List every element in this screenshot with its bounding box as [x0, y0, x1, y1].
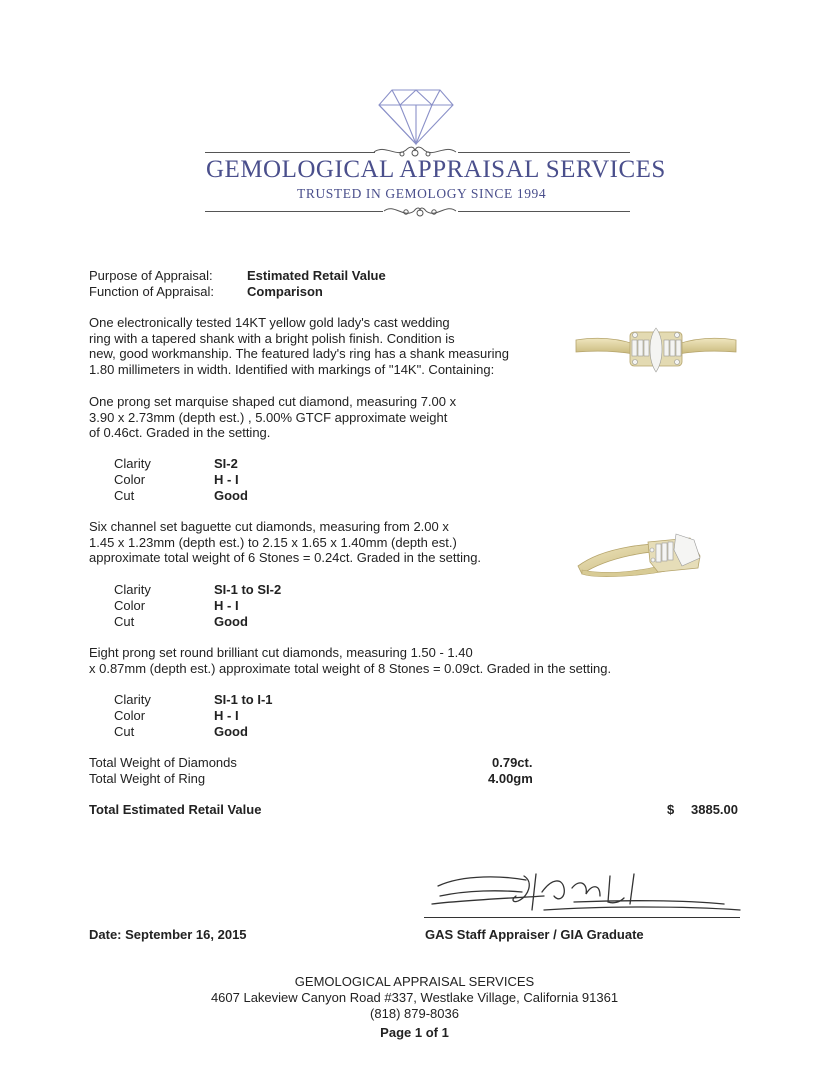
color-value: H - I — [214, 708, 239, 723]
color-label: Color — [114, 472, 146, 487]
stone-line: 1.45 x 1.23mm (depth est.) to 2.15 x 1.65 x 1.40mm (depth est.) — [89, 534, 457, 550]
color-label: Color — [114, 708, 146, 723]
ring-photo-side — [572, 520, 732, 582]
stone-line: One prong set marquise shaped cut diamond, measuring 7.00 x — [89, 394, 457, 409]
cut-value: Good — [214, 614, 248, 629]
total-ring-value: 4.00gm — [488, 771, 533, 786]
clarity-value: SI-2 — [214, 456, 238, 471]
color-value: H - I — [214, 598, 239, 613]
clarity-value: SI-1 to SI-2 — [214, 582, 282, 597]
logo-bottom-rule-right — [458, 211, 630, 212]
clarity-label: Clarity — [114, 692, 151, 707]
appraiser-signature — [424, 866, 744, 922]
stone-line: approximate total weight of 6 Stones = 0.24ct. Graded in the setting. — [89, 550, 482, 566]
ring-photo-top — [572, 318, 740, 380]
signature-line — [424, 917, 740, 918]
logo-tagline: TRUSTED IN GEMOLOGY SINCE 1994 — [297, 186, 547, 201]
total-ring-label: Total Weight of Ring — [89, 771, 206, 786]
cut-value: Good — [214, 724, 248, 739]
purpose-label: Purpose of Appraisal: — [89, 268, 213, 283]
stone-line: x 0.87mm (depth est.) approximate total weight of 8 Stones = 0.09ct. Graded in the setting. — [89, 660, 612, 676]
page-number: Page 1 of 1 — [380, 1025, 449, 1040]
purpose-value: Estimated Retail Value — [247, 268, 386, 283]
stone-description-2 — [89, 519, 559, 566]
logo-top-rule-left — [205, 152, 375, 153]
color-value: H - I — [214, 472, 239, 487]
stone-description-1 — [89, 394, 549, 441]
footer-company: GEMOLOGICAL APPRAISAL SERVICES — [294, 974, 535, 989]
description-line: 1.80 millimeters in width. Identified with markings of "14K". Containing: — [89, 361, 495, 377]
footer-phone: (818) 879-8036 — [370, 1006, 459, 1021]
description-line: new, good workmanship. The featured lady's ring has a shank measuring — [89, 346, 509, 362]
appraiser-title: GAS Staff Appraiser / GIA Graduate — [425, 927, 644, 942]
flourish-bottom-icon — [382, 201, 458, 221]
stone-line: Six channel set baguette cut diamonds, measuring from 2.00 x — [89, 519, 449, 534]
cut-label: Cut — [114, 488, 135, 503]
logo-bottom-rule-left — [205, 211, 383, 212]
stone-description-3 — [89, 645, 689, 676]
diamond-logo-icon — [378, 88, 454, 146]
logo-company-name: GEMOLOGICAL APPRAISAL SERVICES — [206, 156, 666, 183]
stone-line: 3.90 x 2.73mm (depth est.) , 5.00% GTCF approximate weight — [89, 409, 448, 425]
currency-symbol: $ — [667, 802, 675, 817]
cut-value: Good — [214, 488, 248, 503]
stone-line: of 0.46ct. Graded in the setting. — [89, 425, 271, 441]
function-label: Function of Appraisal: — [89, 284, 215, 299]
ring-description — [89, 315, 549, 377]
footer-address: 4607 Lakeview Canyon Road #337, Westlake Village, California 91361 — [210, 990, 619, 1005]
clarity-label: Clarity — [114, 582, 151, 597]
total-diamonds-label: Total Weight of Diamonds — [89, 755, 237, 770]
retail-value-label: Total Estimated Retail Value — [89, 802, 262, 817]
function-value: Comparison — [247, 284, 323, 299]
appraisal-date: Date: September 16, 2015 — [89, 927, 247, 942]
cut-label: Cut — [114, 724, 135, 739]
stone-line: Eight prong set round brilliant cut diamonds, measuring 1.50 - 1.40 — [89, 645, 473, 660]
logo — [0, 0, 829, 230]
clarity-label: Clarity — [114, 456, 151, 471]
description-line: One electronically tested 14KT yellow gold lady's cast wedding — [89, 315, 450, 330]
cut-label: Cut — [114, 614, 135, 629]
total-diamonds-value: 0.79ct. — [492, 755, 533, 770]
retail-value: 3885.00 — [691, 802, 738, 817]
description-line: ring with a tapered shank with a bright polish finish. Condition is — [89, 330, 455, 346]
clarity-value: SI-1 to I-1 — [214, 692, 273, 707]
color-label: Color — [114, 598, 146, 613]
logo-top-rule-right — [458, 152, 630, 153]
